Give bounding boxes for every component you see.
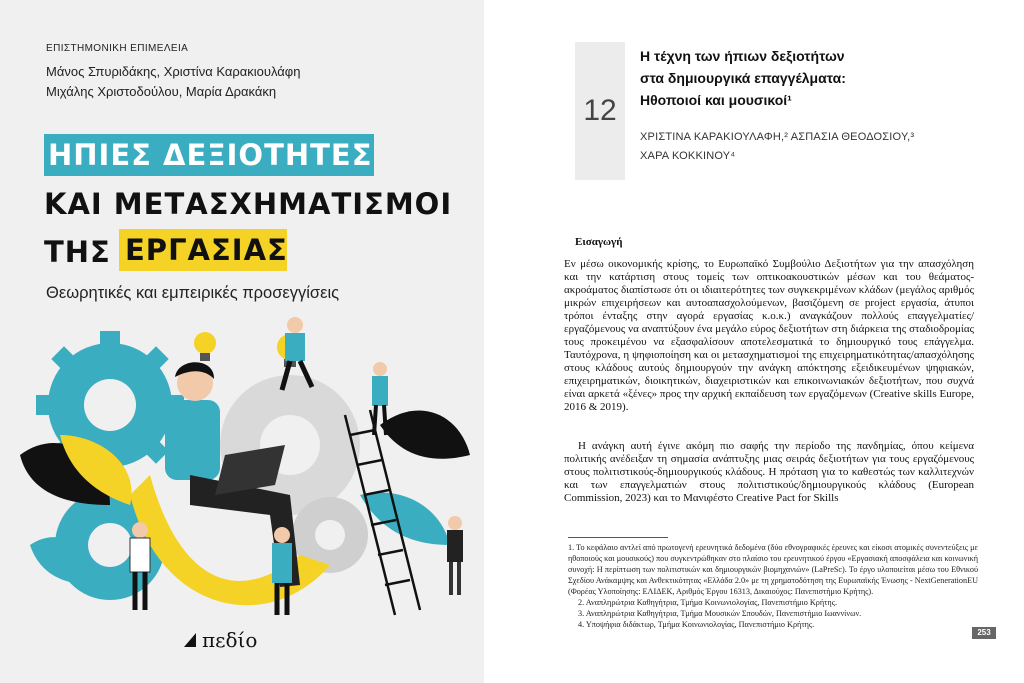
section-heading: Εισαγωγή — [575, 236, 623, 248]
person-figure — [372, 362, 388, 435]
editors-label: ΕΠΙΣΤΗΜΟΝΙΚΗ ΕΠΙΜΕΛΕΙΑ — [46, 43, 189, 54]
body-paragraph-1: Εν μέσω οικονομικής κρίσης, το Ευρωπαϊκό Συμβούλιο Δεξιοτήτων για την απασχόληση και την κατάρτιση στους τομείς των οπτικοακουστικών μέσων και του θεάματος-ακροάματος διαπίστωσε ότι οι ιδιαιτερότητες των συγκεκριμένων κλάδων (μεγάλος αριθμός μικρών επιχειρήσεων και αυτοαπασχολούμενων, βασιζόμενη σε project εργασία, άτυποι τρόποι ένταξης στην αγορά εργασίας κ.ο.κ.) αναγκάζουν πολλούς επαγγελματίες/εργαζόμενους να αναπτύξουν ένα μεγάλο εύρος δεξιοτήτων στη διάρκεια της σταδιοδρομίας τους προκειμένου να εξασφαλίσουν αποτελεσματικά το δημιουργικό τους επάγγελμα. Ταυτόχρονα, η ψηφιοποίηση και οι μετασχηματισμοί της επιχειρηματικότητας/απασχόλησης στους κλάδους αυτούς δημιουργούν την ανάγκη απόκτησης εξειδικευμένων ψηφιακών, επιχειρηματικών, διοικητικών, διαχειριστικών και επικοινωνιακών δεξιοτήτων, που συχνά είναι αρκετά «ξένες» προς την αρχική εκπαίδευση των εργαζόμενων (Creative skills Europe, 2016 & 2019). — [564, 258, 974, 413]
footnote-4: 4. Υποψήφια διδάκτωρ, Τμήμα Κοινωνιολογίας, Πανεπιστήμιο Κρήτης. — [578, 620, 815, 629]
book-cover — [0, 0, 484, 683]
chapter-title-line-2: στα δημιουργικά επαγγέλματα: — [640, 70, 846, 86]
cover-illustration — [0, 305, 484, 635]
cover-title-line-2: ΚΑΙ ΜΕΤΑΣΧΗΜΑΤΙΣΜΟΙ — [44, 187, 453, 221]
cover-subtitle: Θεωρητικές και εμπειρικές προσεγγίσεις — [46, 284, 340, 302]
cover-title-line-1: ΗΠΙΕΣ ΔΕΞΙΟΤΗΤΕΣ — [44, 134, 374, 176]
body-paragraph-2: Η ανάγκη αυτή έγινε ακόμη πιο σαφής την περίοδο της πανδημίας, όπου κείμενα πολιτικής ανέδειξαν τη σημασία ανάπτυξης μιας σειράς δεξιοτήτων για τους εργαζόμενους στους πολιτιστικούς-δημιουργικούς κλάδους. Η πρόταση για το καθεστώς των καλλιτεχνών και των επαγγελματιών στους πολιτιστικούς/δημιουργικούς κλάδους (European Commission, 2023) και το Μανιφέστο Creative Pact for Skills — [564, 440, 974, 504]
footnote-3: 3. Αναπληρώτρια Καθηγήτρια, Τμήμα Μουσικών Σπουδών, Πανεπιστήμιο Ιωαννίνων. — [578, 609, 862, 618]
page-number: 253 — [972, 627, 996, 639]
footnote-1: 1. Το κεφάλαιο αντλεί από πρωτογενή ερευνητικά δεδομένα (δύο εθνογραφικές έρευνες και είκοσι ατομικές συνεντεύξεις με ηθοποιούς και μουσικούς) που συγκεντρώθηκαν στο πλαίσιο του ερευνητικού έργου «Εργασιακή αποσφάλεια και κοινωνική συνοχή: Η περίπτωση των πολιτιστικών και δημιουργικών βιομηχανιών» (LaPreSc). Το έργο υλοποιείται μέσω του Εθνικού Σχεδίου Ανάκαμψης και Ανθεκτικότητας «Ελλάδα 2.0» με τη χρηματοδότηση της Ευρωπαϊκής Ένωσης - NextGenerationEU (Φορέας Υλοποίησης: ΕΛΙΔΕΚ, Αριθμός Έργου 16313, Δικαιούχος: Πανεπιστήμιο Κρήτης). — [568, 543, 978, 596]
editors-line-1: Μάνος Σπυριδάκης, Χριστίνα Καρακιουλάφη — [46, 64, 301, 79]
publisher-mark-icon — [182, 631, 198, 649]
book-page — [484, 0, 1024, 683]
publisher-logo — [182, 628, 257, 652]
chapter-number: 12 — [575, 42, 625, 180]
cover-title-line-3b: ΕΡΓΑΣΙΑΣ — [119, 229, 287, 271]
authors-line-1: ΧΡΙΣΤΙΝΑ ΚΑΡΑΚΙΟΥΛΑΦΗ,² ΑΣΠΑΣΙΑ ΘΕΟΔΟΣΙΟΥ,³ — [640, 131, 915, 143]
cover-title-line-3a: ΤΗΣ — [44, 235, 111, 269]
footnote-2: 2. Αναπληρώτρια Καθηγήτρια, Τμήμα Κοινωνιολογίας, Πανεπιστήμιο Κρήτης. — [578, 598, 837, 607]
lightbulb-icon — [194, 332, 216, 361]
person-figure — [447, 516, 463, 595]
editors-line-2: Μιχάλης Χριστοδούλου, Μαρία Δρακάκη — [46, 84, 277, 99]
authors-line-2: ΧΑΡΑ ΚΟΚΚΙΝΟΥ⁴ — [640, 150, 736, 162]
chapter-title-line-3: Ηθοποιοί και μουσικοί¹ — [640, 92, 792, 108]
footnote-divider — [568, 537, 668, 538]
publisher-name: πεδίο — [202, 628, 258, 652]
chapter-title-line-1: Η τέχνη των ήπιων δεξιοτήτων — [640, 48, 845, 64]
